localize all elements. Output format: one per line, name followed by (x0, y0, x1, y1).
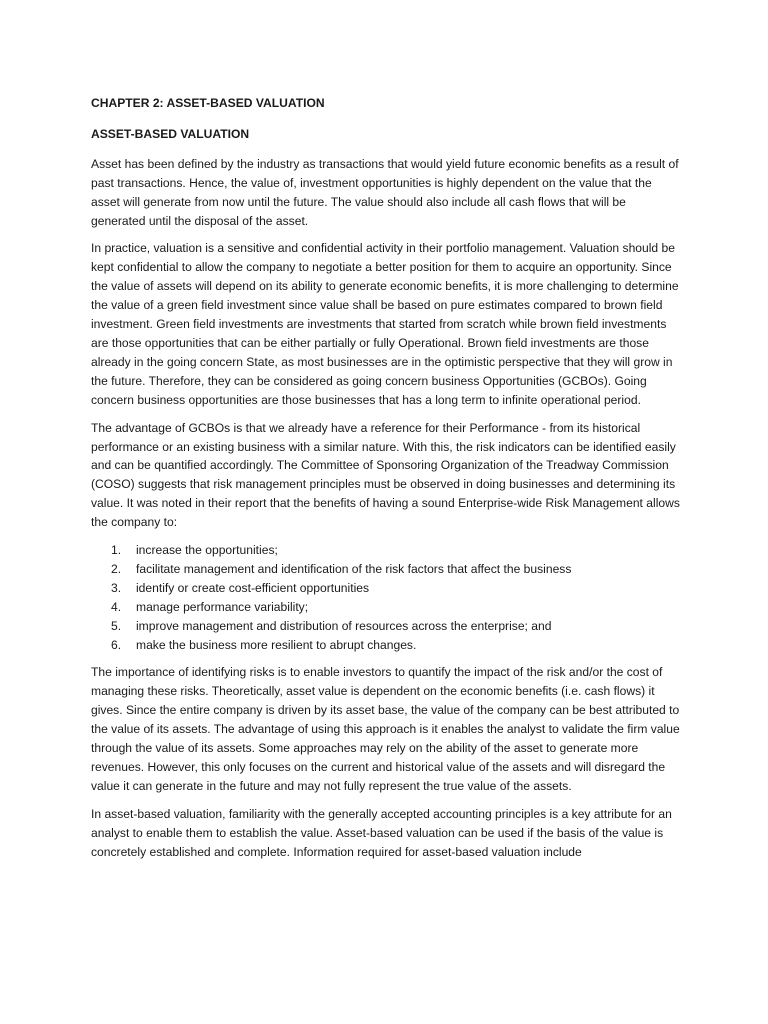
list-item-text: identify or create cost-efficient opportunities (136, 580, 370, 595)
list-item-number: 6. (111, 637, 122, 652)
list-item (91, 579, 681, 598)
paragraph-asset-definition: Asset has been defined by the industry as transactions that would yield future economic benefits as a result of past transactions. Hence, the value of, investment opportunities is highly dependent on the value that the asset will generate from now until the future. The value should also include all cash flows that will be generated until the disposal of the asset. (91, 156, 679, 228)
section-title: ASSET-BASED VALUATION (91, 126, 250, 141)
list-item (91, 560, 681, 579)
chapter-title: CHAPTER 2: ASSET-BASED VALUATION (91, 96, 325, 110)
paragraph-accounting-principles: In asset-based valuation, familiarity with the generally accepted accounting principles is a key attribute for an analyst to enable them to establish the value. Asset-based valuation can be used if the basis of the value is concretely established and complete. Information required for asset-based valuation include (91, 806, 672, 859)
list-item (91, 598, 681, 617)
paragraph-risk-importance: The importance of identifying risks is to enable investors to quantify the impact of the risk and/or the cost of managing these risks. Theoretically, asset value is dependent on the economic benefits (i.e. cash flows) it gives. Since the entire company is driven by its asset base, the value of the company can be best attributed to the value of its assets. The advantage of using this approach is it enables the analyst to validate the firm value through the value of its assets. Some approaches may rely on the ability of the asset to generate more revenues. However, this only focuses on the current and historical value of the assets and will disregard the value it can generate in the future and may not fully represent the true value of the assets. (91, 665, 680, 793)
list-item (91, 636, 681, 655)
list-item-text: manage performance variability; (136, 599, 309, 614)
list-item-number: 1. (111, 543, 122, 558)
list-item-text: facilitate management and identification of the risk factors that affect the business (136, 561, 572, 576)
list-item-number: 5. (111, 618, 122, 633)
benefits-list (91, 541, 681, 654)
paragraph-gcbo-advantage: The advantage of GCBOs is that we already have a reference for their Performance - from its historical performance or an existing business with a similar nature. With this, the risk indicators can be identified easily and can be quantified accordingly. The Committee of Sponsoring Organization of the Treadway Commission (COSO) suggests that risk management principles must be observed in doing businesses and determining its value. It was noted in their report that the benefits of having a sound Enterprise-wide Risk Management allows the company to: (91, 420, 680, 530)
list-item (91, 617, 681, 636)
list-item-number: 4. (111, 599, 122, 614)
list-item-number: 3. (111, 580, 122, 595)
list-item-number: 2. (111, 561, 122, 576)
list-item-text: make the business more resilient to abrupt changes. (136, 637, 417, 652)
paragraph-valuation-practice: In practice, valuation is a sensitive and confidential activity in their portfolio management. Valuation should be kept confidential to allow the company to negotiate a better position for them to acquire an opportunity. Since the value of assets will depend on its ability to generate economic benefits, it is more challenging to determine the value of a green field investment since value shall be based on pure estimates compared to brown field investment. Green field investments are investments that started from scratch while brown field investments are those opportunities that can be either partially or fully Operational. Brown field investments are those already in the going concern State, as most businesses are in the optimistic perspective that they will grow in the future. Therefore, they can be considered as going concern business Opportunities (GCBOs). Going concern business opportunities are those businesses that has a long term to infinite operational period. (91, 241, 679, 407)
list-item-text: increase the opportunities; (136, 543, 278, 558)
list-item (91, 541, 681, 560)
document-page (91, 94, 681, 871)
list-item-text: improve management and distribution of resources across the enterprise; and (136, 618, 552, 633)
